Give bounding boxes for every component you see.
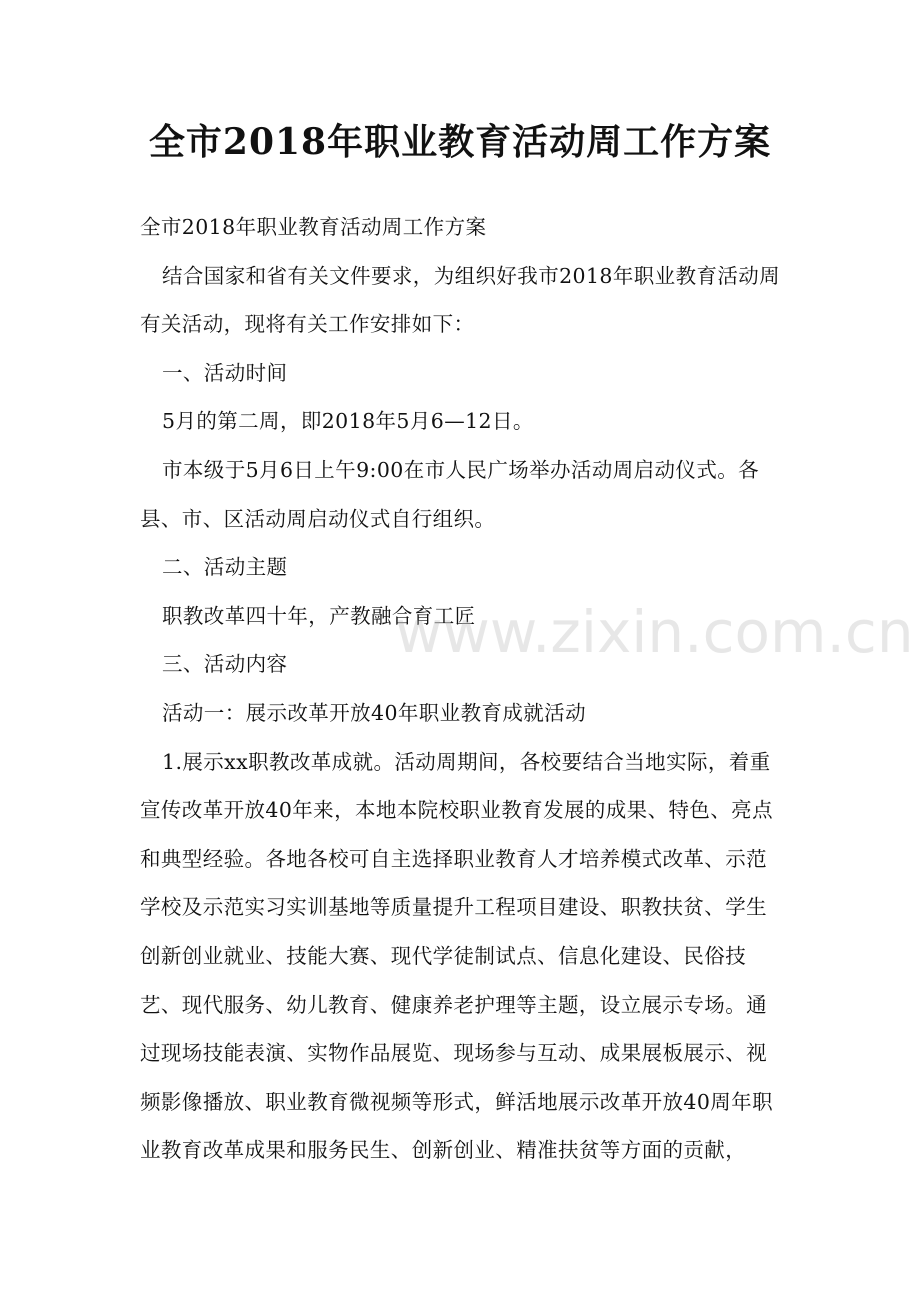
paragraph-ceremony: 市本级于5月6日上午9:00在市人民广场举办活动周启动仪式。各县、市、区活动周启动仪式自行组织。 — [140, 457, 760, 531]
paragraph-subtitle: 全市2018年职业教育活动周工作方案 — [140, 215, 487, 239]
watermark-text: www.zixin.com.cn — [395, 598, 914, 666]
document-body — [140, 203, 785, 1175]
paragraph-activity-one: 1.展示xx职教改革成就。活动周期间，各校要结合当地实际，着重宣传改革开放40年来，本地本院校职业教育发展的成果、特色、亮点和典型经验。各地各校可自主选择职业教育人才培养模式改革、示范学校及示范实习实训基地等质量提升工程项目建设、职教扶贫、学生创新创业就业、技能大赛、现代学徒制试点、信息化建设、民俗技艺、现代服务、幼儿教育、健康养老护理等主题，设立展示专场。通过现场技能表演、实物作品展览、现场参与互动、成果展板展示、视频影像播放、职业教育微视频等形式，鲜活地展示改革开放40周年职业教育改革成果和服务民生、创新创业、精准扶贫等方面的贡献， — [140, 749, 773, 1163]
section-heading-content: 三、活动内容 — [162, 652, 288, 677]
paragraph-theme: 职教改革四十年，产教融合育工匠 — [162, 603, 476, 628]
paragraph-intro: 结合国家和省有关文件要求，为组织好我市2018年职业教育活动周有关活动，现将有关工作安排如下： — [140, 263, 781, 337]
document-title: 全市2018年职业教育活动周工作方案 — [148, 121, 772, 163]
paragraph-time: 5月的第二周，即2018年5月6—12日。 — [162, 409, 534, 434]
section-heading-theme: 二、活动主题 — [162, 555, 288, 580]
section-heading-time: 一、活动时间 — [162, 360, 288, 385]
activity-one-heading: 活动一：展示改革开放40年职业教育成就活动 — [162, 700, 586, 725]
